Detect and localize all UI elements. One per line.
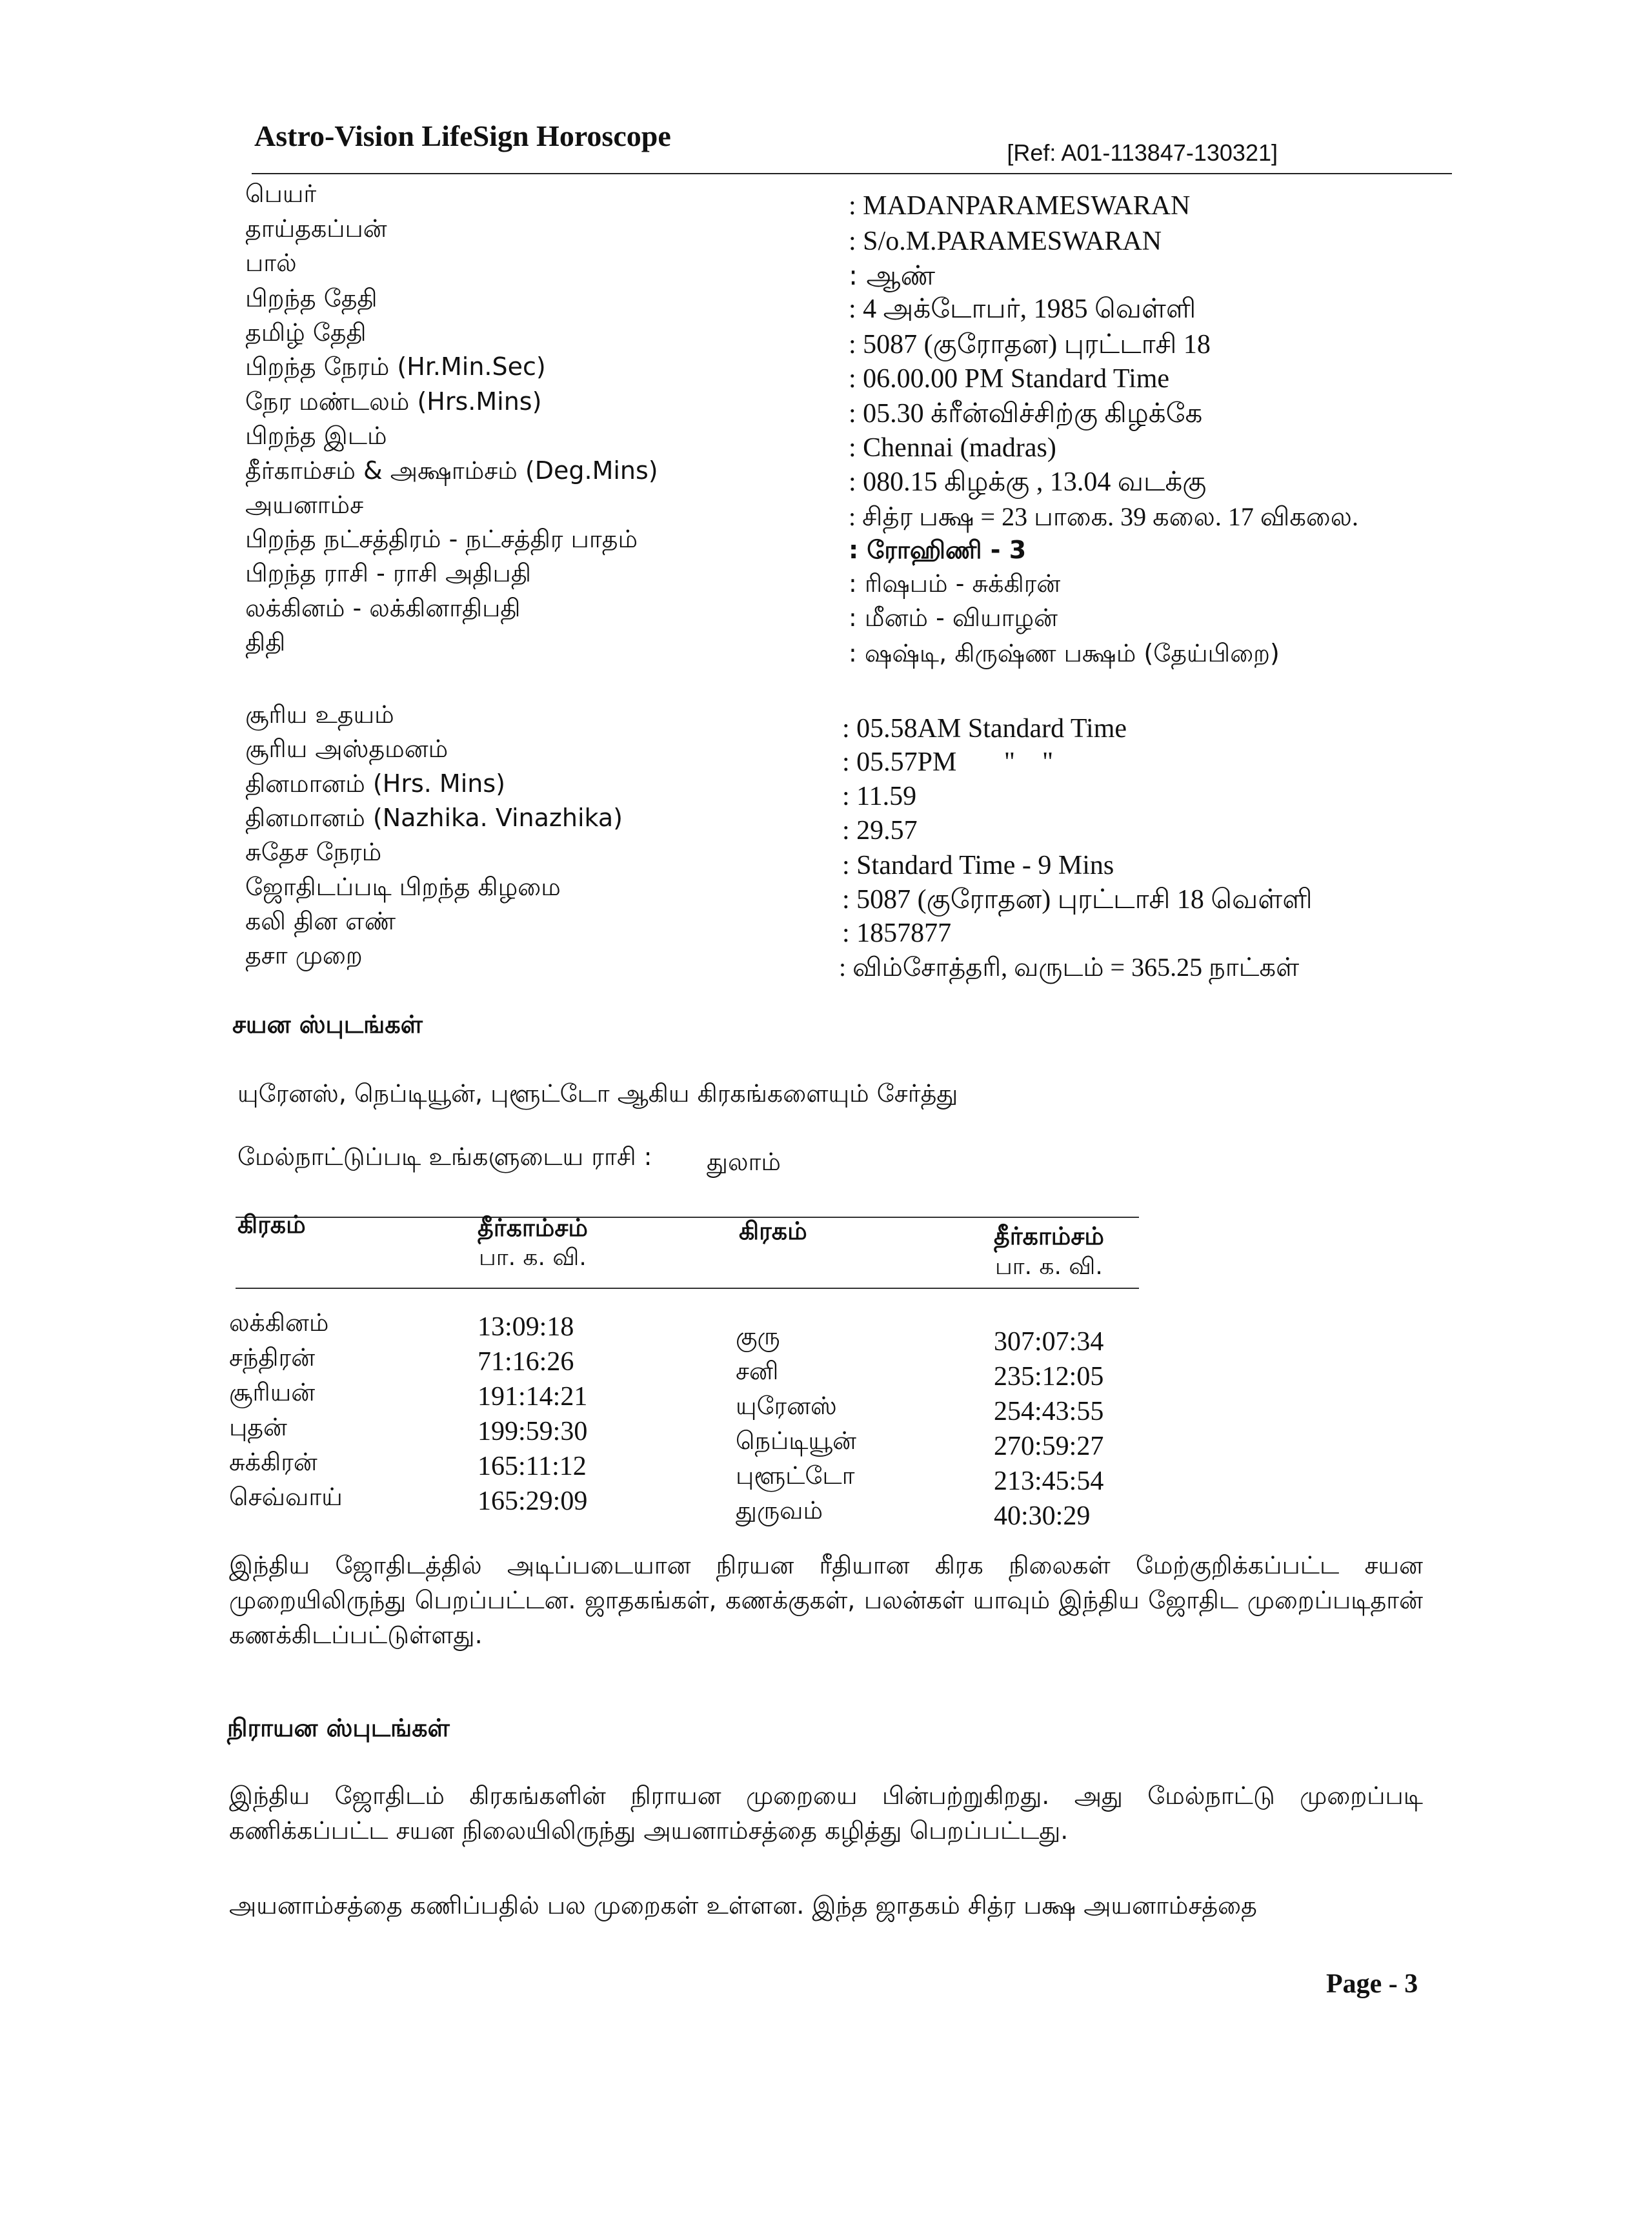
detail-label: தமிழ் தேதி [245, 318, 367, 347]
detail-label: திதி [245, 628, 286, 656]
nirayana-title: நிராயன ஸ்புடங்கள் [227, 1714, 450, 1742]
table-cell-degree: 165:29:09 [478, 1486, 588, 1516]
table-cell-graha: நெப்டியூன் [736, 1426, 856, 1455]
detail-value: : 05.30 க்ரீன்விச்சிற்கு கிழக்கே [849, 399, 1203, 429]
table-header-rule [236, 1288, 1139, 1289]
detail-label: பிறந்த இடம் [245, 421, 387, 450]
detail-value: : 11.59 [842, 782, 917, 811]
detail-value: : 4 அக்டோபர், 1985 வெள்ளி [849, 294, 1196, 324]
col-header-degree: தீர்காம்சம் [478, 1213, 588, 1242]
detail-label: பெயர் [245, 179, 317, 208]
table-cell-degree: 13:09:18 [478, 1312, 574, 1342]
detail-label: பிறந்த தேதி [245, 284, 378, 312]
table-cell-degree: 40:30:29 [994, 1501, 1091, 1531]
table-cell-degree: 191:14:21 [478, 1382, 588, 1412]
detail-label: தாய்தகப்பன் [245, 214, 387, 243]
detail-label: லக்கினம் - லக்கினாதிபதி [245, 594, 521, 622]
brand-title: Astro-Vision LifeSign Horoscope [254, 119, 671, 152]
table-cell-graha: புளூட்டோ [736, 1461, 855, 1490]
detail-label: கலி தின எண் [245, 907, 396, 935]
explanation-paragraph: இந்திய ஜோதிடத்தில் அடிப்படையான நிரயன ரீதியான கிரக நிலைகள் மேற்குறிக்கப்பட்ட சயன முறையிலிருந்து பெறப்பட்டன. ஜாதகங்கள், கணக்குகள், பலன்கள் யாவும் இந்திய ஜோதிட முறைப்படிதான் கணக்கிடப்பட்டுள்ளது. [229, 1551, 1423, 1649]
detail-label: சுதேச நேரம் [245, 838, 382, 866]
table-cell-degree: 71:16:26 [478, 1347, 574, 1377]
detail-value: : MADANPARAMESWARAN [849, 191, 1191, 221]
detail-label: தினமானம் (Nazhika. Vinazhika) [245, 804, 623, 832]
table-cell-graha: குரு [736, 1322, 780, 1350]
sayana-title: சயன ஸ்புடங்கள் [232, 1010, 423, 1038]
table-cell-graha: சூரியன் [229, 1378, 316, 1406]
detail-value: : ரிஷபம் - சுக்கிரன் [849, 569, 1061, 598]
reference-number: [Ref: A01-113847-130321] [1007, 139, 1278, 166]
detail-value: : 29.57 [842, 816, 918, 846]
table-cell-degree: 254:43:55 [994, 1397, 1104, 1426]
detail-value: : 05.57PM " " [842, 747, 1054, 777]
detail-label: சூரிய உதயம் [245, 700, 394, 729]
detail-value: : S/o.M.PARAMESWARAN [849, 227, 1162, 256]
col-header-graha: கிரகம் [739, 1217, 807, 1245]
table-cell-graha: லக்கினம் [229, 1308, 329, 1337]
detail-value: : 5087 (குரோதன) புரட்டாசி 18 [849, 330, 1211, 360]
table-cell-graha: புதன் [229, 1413, 287, 1441]
detail-label: தீர்காம்சம் & அக்ஷாம்சம் (Deg.Mins) [245, 456, 658, 485]
table-cell-degree: 199:59:30 [478, 1417, 588, 1446]
table-cell-graha: சந்திரன் [229, 1343, 316, 1372]
detail-value: : 5087 (குரோதன) புரட்டாசி 18 வெள்ளி [842, 885, 1313, 915]
table-cell-degree: 270:59:27 [994, 1432, 1104, 1461]
detail-label: நேர மண்டலம் (Hrs.Mins) [245, 387, 542, 416]
page-header [252, 115, 1452, 174]
detail-value: : மீனம் - வியாழன் [849, 603, 1058, 632]
table-cell-graha: சனி [736, 1357, 779, 1385]
detail-value: : சித்ர பக்ஷ = 23 பாகை. 39 கலை. 17 விகலை. [849, 502, 1358, 531]
table-cell-degree: 213:45:54 [994, 1466, 1104, 1496]
ayanamsa-paragraph: அயனாம்சத்தை கணிப்பதில் பல முறைகள் உள்ளன. இந்த ஜாதகம் சித்ர பக்ஷ அயனாம்சத்தை [229, 1891, 1257, 1920]
table-cell-degree: 235:12:05 [994, 1362, 1104, 1392]
detail-label: தசா முறை [245, 941, 363, 969]
table-cell-graha: செவ்வாய் [229, 1483, 343, 1511]
detail-label: தினமானம் (Hrs. Mins) [245, 769, 505, 798]
table-cell-graha: துருவம் [736, 1496, 823, 1525]
page-number: Page - 3 [1326, 1969, 1418, 1999]
detail-value: : 080.15 கிழக்கு , 13.04 வடக்கு [849, 467, 1207, 497]
col-subheader: பா. க. வி. [995, 1253, 1103, 1280]
detail-label: பிறந்த ராசி - ராசி அதிபதி [245, 559, 531, 587]
detail-value: : 06.00.00 PM Standard Time [849, 364, 1170, 394]
detail-value: : Chennai (madras) [849, 433, 1056, 463]
detail-value: : ஷஷ்டி, கிருஷ்ண பக்ஷம் (தேய்பிறை) [849, 639, 1280, 667]
sayana-note: யுரேனஸ், நெப்டியூன், புளூட்டோ ஆகிய கிரகங்களையும் சேர்த்து [237, 1079, 958, 1108]
western-rasi-label: மேல்நாட்டுப்படி உங்களுடைய ராசி : [237, 1142, 652, 1171]
western-rasi-value: துலாம் [707, 1148, 781, 1176]
col-subheader: பா. க. வி. [479, 1244, 587, 1271]
nirayana-paragraph: இந்திய ஜோதிடம் கிரகங்களின் நிராயன முறையை பின்பற்றுகிறது. அது மேல்நாட்டு முறைப்படி கணிக்கப்பட்ட சயன நிலையிலிருந்து அயனாம்சத்தை கழித்து பெறப்பட்டது. [229, 1781, 1423, 1845]
table-cell-degree: 307:07:34 [994, 1327, 1104, 1357]
table-cell-degree: 165:11:12 [478, 1452, 587, 1481]
detail-value: : ஆண் [849, 259, 936, 291]
detail-label: அயனாம்ச [245, 491, 364, 519]
detail-label: சூரிய அஸ்தமனம் [245, 735, 448, 763]
detail-value: : 1857877 [842, 918, 952, 948]
col-header-graha: கிரகம் [237, 1210, 306, 1239]
detail-label: ஜோதிடப்படி பிறந்த கிழமை [245, 873, 561, 901]
table-cell-graha: யுரேனஸ் [736, 1392, 837, 1420]
detail-label: பிறந்த நேரம் (Hr.Min.Sec) [245, 352, 546, 381]
detail-value: : விம்சோத்தரி, வருடம் = 365.25 நாட்கள் [839, 953, 1300, 982]
table-top-rule [236, 1217, 1139, 1218]
detail-label: பிறந்த நட்சத்திரம் - நட்சத்திர பாதம் [245, 525, 638, 553]
detail-value: : Standard Time - 9 Mins [842, 851, 1114, 880]
detail-value: : 05.58AM Standard Time [842, 714, 1127, 744]
detail-value: : ரோஹிணி - 3 [849, 536, 1027, 564]
table-cell-graha: சுக்கிரன் [229, 1448, 317, 1476]
col-header-degree: தீர்காம்சம் [994, 1222, 1104, 1250]
detail-label: பால் [245, 248, 297, 277]
